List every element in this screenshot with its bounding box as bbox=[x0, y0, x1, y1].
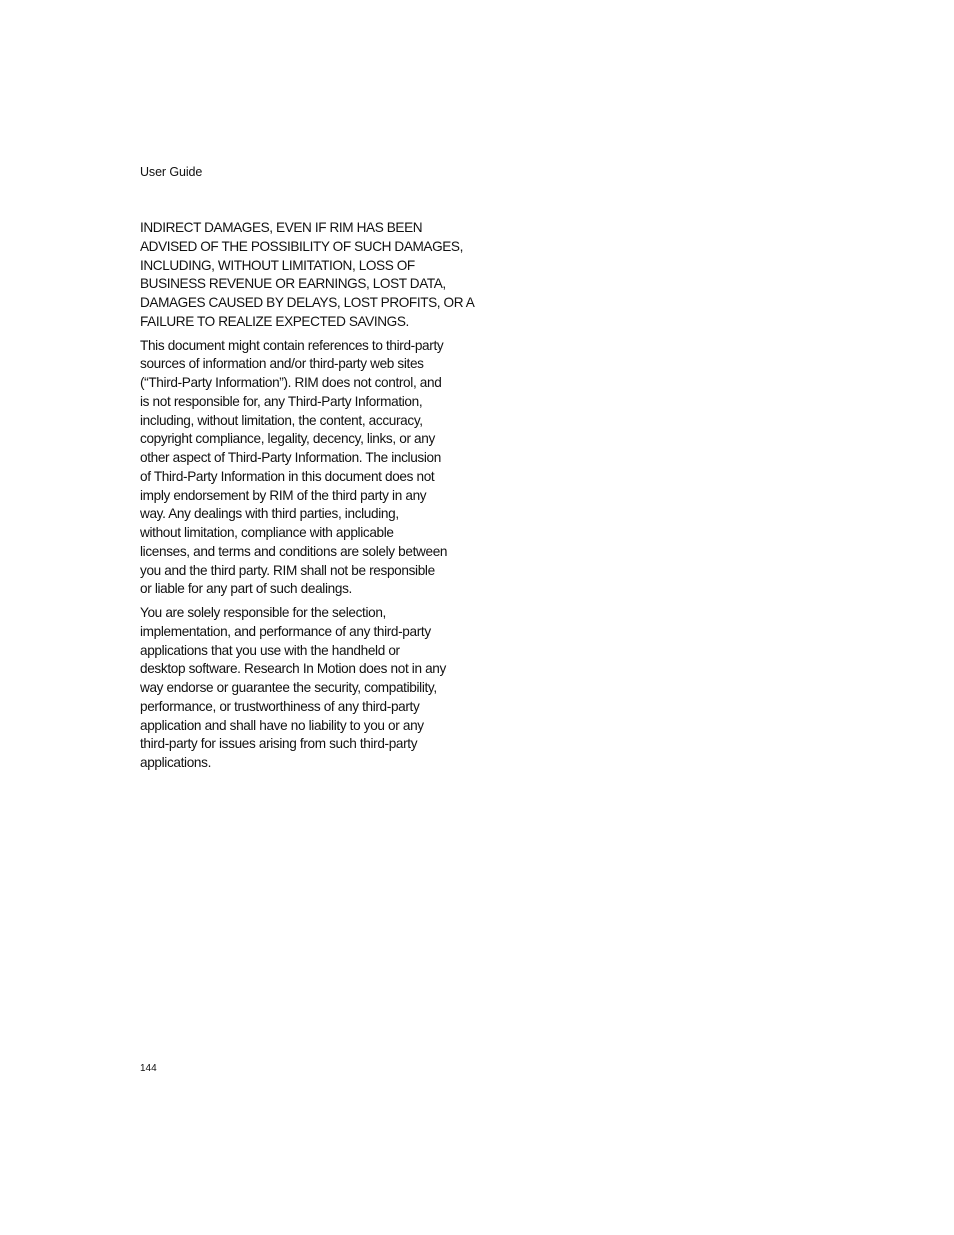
text-line: (“Third-Party Information”). RIM does not control, and bbox=[140, 375, 442, 390]
paragraph-third-party-applications bbox=[140, 604, 464, 773]
paragraph-third-party-information bbox=[140, 337, 464, 600]
text-line: INCLUDING, WITHOUT LIMITATION, LOSS OF bbox=[140, 257, 415, 273]
text-line: imply endorsement by RIM of the third party in any bbox=[140, 487, 427, 503]
text-line: implementation, and performance of any third-party bbox=[140, 623, 431, 639]
paragraph-disclaimer-caps bbox=[140, 219, 475, 332]
text-line: other aspect of Third-Party Information. The inclusion bbox=[140, 450, 441, 465]
text-line: INDIRECT DAMAGES, EVEN IF RIM HAS BEEN bbox=[140, 220, 423, 235]
text-line: you and the third party. RIM shall not be responsible bbox=[140, 562, 435, 578]
text-line: way. Any dealings with third parties, including, bbox=[140, 506, 399, 522]
text-line: licenses, and terms and conditions are solely between bbox=[140, 543, 448, 559]
text-line: sources of information and/or third-party web sites bbox=[140, 356, 424, 372]
text-line: You are solely responsible for the selection, bbox=[140, 605, 386, 620]
page-number: 144 bbox=[140, 1063, 157, 1074]
text-line: performance, or trustworthiness of any third-party bbox=[140, 698, 420, 714]
text-line: This document might contain references to third-party bbox=[140, 337, 444, 353]
text-line: without limitation, compliance with applicable bbox=[140, 525, 394, 540]
text-line: is not responsible for, any Third-Party Information, bbox=[140, 393, 423, 409]
text-line: ADVISED OF THE POSSIBILITY OF SUCH DAMAGES, bbox=[140, 238, 463, 254]
text-line: of Third-Party Information in this document does not bbox=[140, 468, 435, 484]
text-line: DAMAGES CAUSED BY DELAYS, LOST PROFITS, OR A bbox=[140, 295, 475, 310]
text-line: BUSINESS REVENUE OR EARNINGS, LOST DATA, bbox=[140, 276, 446, 292]
text-line: applications. bbox=[140, 755, 212, 770]
running-header: User Guide bbox=[140, 165, 203, 179]
body-content bbox=[140, 219, 475, 778]
text-line: third-party for issues arising from such third-party bbox=[140, 736, 418, 752]
text-line: or liable for any part of such dealings. bbox=[140, 581, 352, 597]
text-line: application and shall have no liability to you or any bbox=[140, 717, 424, 733]
text-line: copyright compliance, legality, decency, links, or any bbox=[140, 431, 435, 447]
text-line: desktop software. Research In Motion does not in any bbox=[140, 661, 446, 677]
text-line: way endorse or guarantee the security, compatibility, bbox=[140, 680, 437, 695]
text-line: FAILURE TO REALIZE EXPECTED SAVINGS. bbox=[140, 313, 409, 329]
text-line: including, without limitation, the content, accuracy, bbox=[140, 412, 423, 428]
text-line: applications that you use with the handheld or bbox=[140, 642, 400, 658]
